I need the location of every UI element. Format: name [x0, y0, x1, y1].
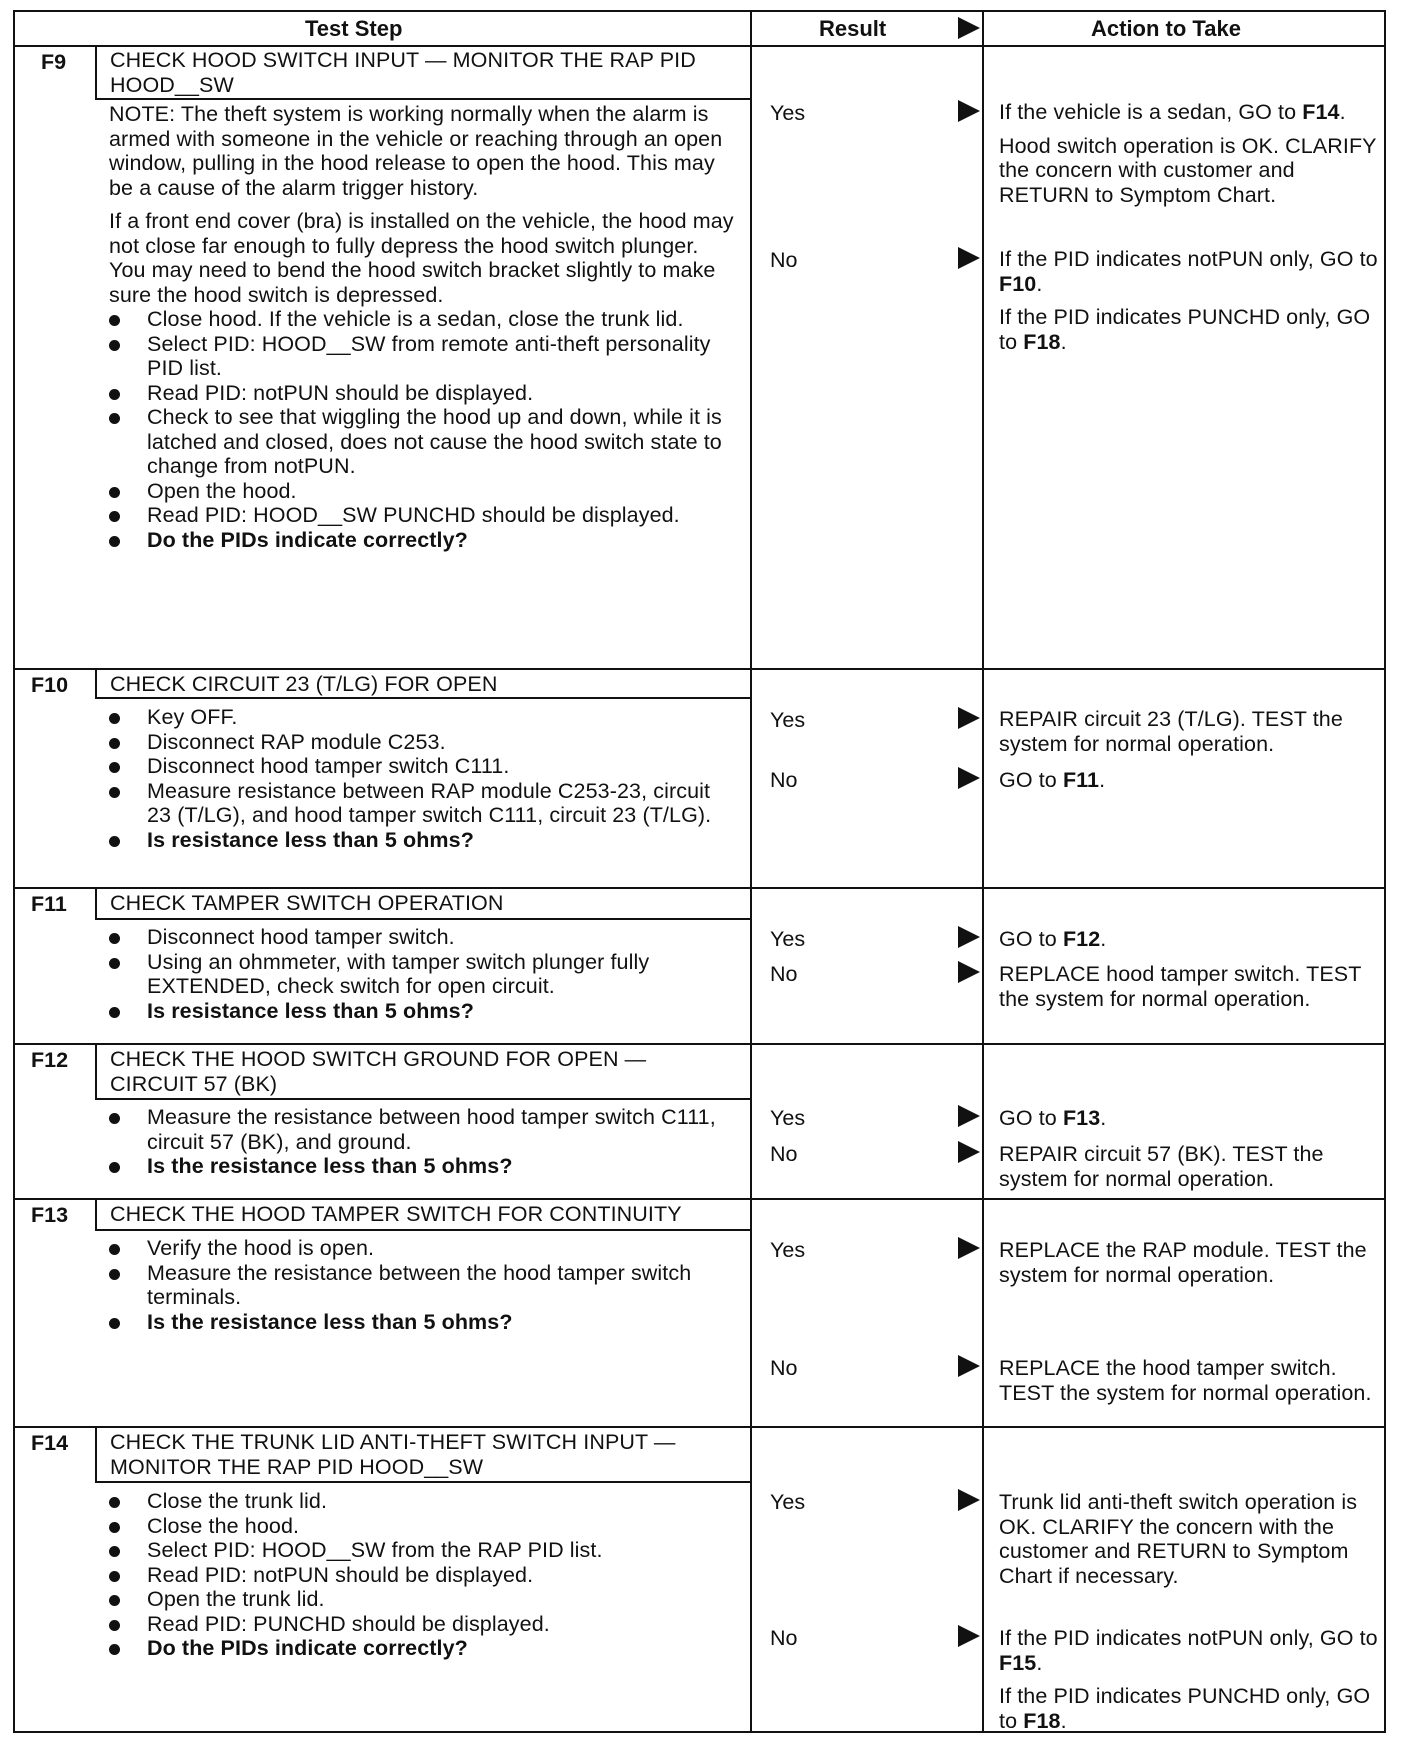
- row-divider: [15, 1426, 1384, 1428]
- result-yes: Yes: [770, 708, 806, 732]
- action-text: GO to F12.: [999, 927, 1107, 951]
- step-body: [109, 1236, 739, 1334]
- result-no: No: [770, 768, 798, 792]
- step-title: CHECK TAMPER SWITCH OPERATION: [110, 891, 504, 915]
- step-title: CHECK HOOD SWITCH INPUT — MONITOR THE RAP PID HOOD__SW: [110, 48, 696, 97]
- instruction-item: Disconnect RAP module C253.: [109, 730, 739, 755]
- action-block: [999, 247, 1379, 354]
- result-yes: Yes: [770, 1490, 806, 1514]
- result-arrow-icon: [958, 247, 980, 269]
- step-title: CHECK THE HOOD SWITCH GROUND FOR OPEN — CIRCUIT 57 (BK): [110, 1047, 647, 1096]
- step-reference: F12: [1062, 927, 1101, 951]
- row-divider: [15, 668, 1384, 670]
- step-body: [109, 102, 739, 552]
- header-action: Action to Take: [1091, 16, 1241, 41]
- action-text: Trunk lid anti-theft switch operation is OK. CLARIFY the concern with the customer and RETURN to Symptom Chart if necessary.: [999, 1490, 1358, 1588]
- step-reference: F13: [1062, 1106, 1101, 1130]
- result-arrow-icon: [958, 767, 980, 789]
- step-title: CHECK THE HOOD TAMPER SWITCH FOR CONTINUITY: [110, 1202, 682, 1226]
- step-id: F12: [31, 1048, 69, 1072]
- result-yes: Yes: [770, 1238, 806, 1262]
- column-divider-result: [750, 12, 752, 1731]
- result-arrow-icon: [958, 926, 980, 948]
- result-no: No: [770, 1142, 798, 1166]
- step-question: Is resistance less than 5 ohms?: [109, 828, 739, 853]
- instruction-item: Measure the resistance between hood tamper switch C111, circuit 57 (BK), and ground.: [109, 1105, 739, 1154]
- instruction-list: [109, 1236, 739, 1334]
- step-question: Is the resistance less than 5 ohms?: [109, 1154, 739, 1179]
- instruction-item: Read PID: notPUN should be displayed.: [109, 1563, 739, 1588]
- instruction-item: Check to see that wiggling the hood up and down, while it is latched and closed, does not cause the hood switch state to change from notPUN.: [109, 405, 739, 479]
- step-reference: F11: [1062, 768, 1100, 792]
- action-text: REPLACE hood tamper switch. TEST the system for normal operation.: [999, 962, 1362, 1011]
- header-divider: [15, 45, 1384, 47]
- result-arrow-icon: [958, 1489, 980, 1511]
- action-text: If the vehicle is a sedan, GO to F14.: [999, 100, 1346, 124]
- instruction-item: Key OFF.: [109, 705, 739, 730]
- note-paragraph: If a front end cover (bra) is installed on the vehicle, the hood may not close far enough to fully depress the hood switch plunger. You may need to bend the hood switch bracket slightly to make sure the hood switch is depressed.: [109, 209, 734, 307]
- action-text: If the PID indicates notPUN only, GO to F10.: [999, 247, 1378, 296]
- row-divider: [15, 887, 1384, 889]
- step-id-divider: [95, 45, 97, 99]
- step-id: F13: [31, 1203, 69, 1227]
- step-id: F10: [31, 673, 69, 697]
- title-divider: [95, 918, 750, 920]
- step-title: CHECK CIRCUIT 23 (T/LG) FOR OPEN: [110, 672, 498, 696]
- row-divider: [15, 1198, 1384, 1200]
- result-no: No: [770, 1356, 798, 1380]
- step-reference: F15: [999, 1650, 1037, 1675]
- row-divider: [15, 1043, 1384, 1045]
- instruction-item: Close the hood.: [109, 1514, 739, 1539]
- instruction-item: Using an ohmmeter, with tamper switch plunger fully EXTENDED, check switch for open circuit.: [109, 950, 739, 999]
- instruction-list: [109, 1105, 739, 1179]
- result-arrow-icon: [958, 961, 980, 983]
- result-arrow-icon: [958, 1105, 980, 1127]
- result-arrow-icon: [958, 1237, 980, 1259]
- action-text: REPAIR circuit 57 (BK). TEST the system for normal operation.: [999, 1142, 1324, 1191]
- step-id-divider: [95, 1043, 97, 1099]
- step-id-divider: [95, 1426, 97, 1482]
- step-question: Is the resistance less than 5 ohms?: [109, 1310, 739, 1335]
- instruction-list: [109, 1489, 739, 1661]
- step-question: Do the PIDs indicate correctly?: [109, 528, 739, 553]
- step-question: Is resistance less than 5 ohms?: [109, 999, 739, 1024]
- action-text: GO to F11.: [999, 768, 1106, 792]
- step-body: [109, 705, 739, 852]
- step-reference: F18: [1023, 329, 1061, 354]
- instruction-list: [109, 307, 739, 552]
- result-no: No: [770, 248, 798, 272]
- step-id-divider: [95, 668, 97, 698]
- header-arrow-icon: [958, 17, 980, 39]
- title-divider: [95, 1098, 750, 1100]
- result-arrow-icon: [958, 1141, 980, 1163]
- instruction-item: Read PID: PUNCHD should be displayed.: [109, 1612, 739, 1637]
- instruction-item: Close hood. If the vehicle is a sedan, close the trunk lid.: [109, 307, 739, 332]
- column-divider-action: [982, 12, 984, 1731]
- action-text: REPAIR circuit 23 (T/LG). TEST the system for normal operation.: [999, 707, 1343, 756]
- step-reference: F14: [1302, 100, 1340, 124]
- result-no: No: [770, 962, 798, 986]
- diagnostic-table: [13, 10, 1386, 1733]
- step-reference: F18: [1023, 1708, 1061, 1733]
- header-result: Result: [819, 16, 887, 41]
- step-id: F11: [31, 892, 67, 916]
- instruction-item: Select PID: HOOD__SW from remote anti-theft personality PID list.: [109, 332, 739, 381]
- action-block: [999, 100, 1379, 207]
- instruction-item: Open the trunk lid.: [109, 1587, 739, 1612]
- result-arrow-icon: [958, 1355, 980, 1377]
- result-yes: Yes: [770, 1106, 806, 1130]
- action-text: REPLACE the RAP module. TEST the system for normal operation.: [999, 1238, 1367, 1287]
- note-paragraph: NOTE: The theft system is working normally when the alarm is armed with someone in the vehicle or reaching through an open window, pulling in the hood release to open the hood. This may be a cause of the alarm trigger history.: [109, 102, 723, 200]
- action-text: Hood switch operation is OK. CLARIFY the concern with customer and RETURN to Symptom Chart.: [999, 133, 1377, 207]
- title-divider: [95, 98, 750, 100]
- title-divider: [95, 1481, 750, 1483]
- instruction-item: Measure the resistance between the hood tamper switch terminals.: [109, 1261, 739, 1310]
- result-arrow-icon: [958, 707, 980, 729]
- step-id-divider: [95, 887, 97, 919]
- instruction-item: Close the trunk lid.: [109, 1489, 739, 1514]
- header-test-step: Test Step: [305, 16, 403, 41]
- instruction-item: Select PID: HOOD__SW from the RAP PID list.: [109, 1538, 739, 1563]
- action-text: GO to F13.: [999, 1106, 1107, 1130]
- step-question: Do the PIDs indicate correctly?: [109, 1636, 739, 1661]
- result-yes: Yes: [770, 101, 806, 125]
- title-divider: [95, 697, 750, 699]
- step-id: F14: [31, 1431, 69, 1455]
- step-body: [109, 925, 739, 1023]
- action-block: [999, 1626, 1379, 1733]
- step-id: F9: [41, 50, 67, 74]
- instruction-item: Read PID: HOOD__SW PUNCHD should be displayed.: [109, 503, 739, 528]
- action-text: If the PID indicates PUNCHD only, GO to F18.: [999, 305, 1371, 354]
- instruction-item: Disconnect hood tamper switch.: [109, 925, 739, 950]
- instruction-list: [109, 925, 739, 1023]
- result-arrow-icon: [958, 1625, 980, 1647]
- result-arrow-icon: [958, 100, 980, 122]
- title-divider: [95, 1229, 750, 1231]
- action-text: If the PID indicates PUNCHD only, GO to F18.: [999, 1684, 1371, 1733]
- result-no: No: [770, 1626, 798, 1650]
- instruction-item: Measure resistance between RAP module C253-23, circuit 23 (T/LG), and hood tamper switch C111, circuit 23 (T/LG).: [109, 779, 739, 828]
- instruction-item: Read PID: notPUN should be displayed.: [109, 381, 739, 406]
- instruction-item: Verify the hood is open.: [109, 1236, 739, 1261]
- step-title: CHECK THE TRUNK LID ANTI-THEFT SWITCH INPUT — MONITOR THE RAP PID HOOD__SW: [110, 1430, 676, 1479]
- instruction-item: Open the hood.: [109, 479, 739, 504]
- instruction-item: Disconnect hood tamper switch C111.: [109, 754, 739, 779]
- instruction-list: [109, 705, 739, 852]
- step-reference: F10: [999, 271, 1037, 296]
- result-yes: Yes: [770, 927, 806, 951]
- step-body: [109, 1105, 739, 1179]
- action-text: If the PID indicates notPUN only, GO to F15.: [999, 1626, 1378, 1675]
- step-id-divider: [95, 1198, 97, 1230]
- action-text: REPLACE the hood tamper switch. TEST the system for normal operation.: [999, 1356, 1372, 1405]
- step-body: [109, 1489, 739, 1661]
